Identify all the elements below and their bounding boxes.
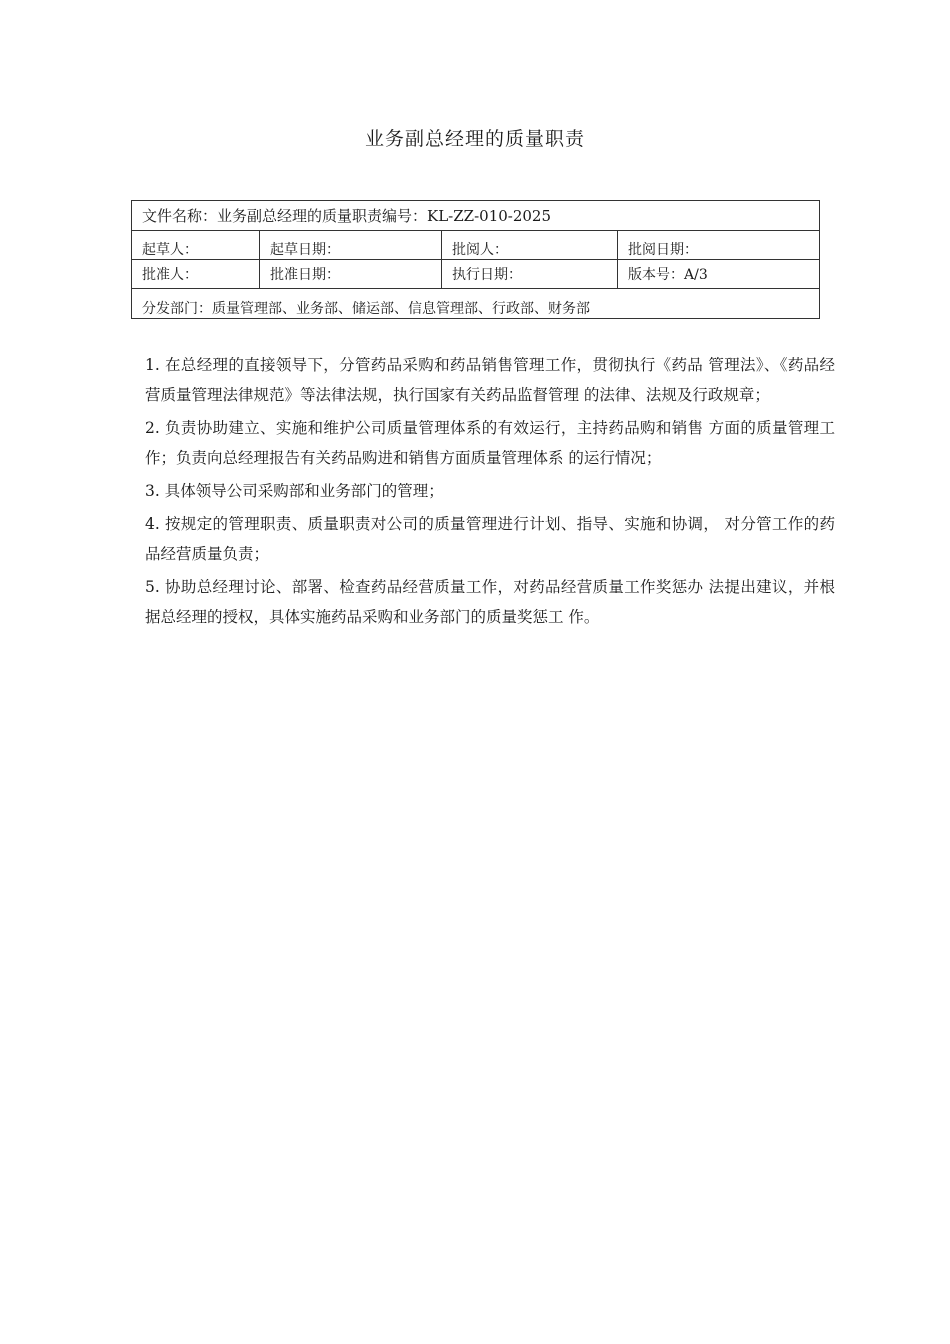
list-item: 3. 具体领导公司采购部和业务部门的管理； xyxy=(145,482,444,500)
list-item: 2. 负责协助建立、实施和维护公司质量管理体系的有效运行，主持药品购和销售 方面的质量管理工作；负责向总经理报告有关药品购进和销售方面质量管理体系 的运行情况； xyxy=(145,419,835,467)
approver-cell: 批准人： xyxy=(132,260,260,289)
responsibilities-list xyxy=(145,350,835,635)
list-item: 1. 在总经理的直接领导下，分管药品采购和药品销售管理工作，贯彻执行《药品 管理法》、《药品经营质量管理法律规范》等法律法规，执行国家有关药品监督管理 的法律、法规及行政规章； xyxy=(145,356,835,404)
distribution-cell: 分发部门：质量管理部、业务部、储运部、信息管理部、行政部、财务部 xyxy=(132,289,820,319)
drafter-cell: 起草人： xyxy=(132,231,260,260)
list-item: 5. 协助总经理讨论、部署、检查药品经营质量工作，对药品经营质量工作奖惩办 法提出建议，并根据总经理的授权，具体实施药品采购和业务部门的质量奖惩工 作。 xyxy=(145,578,835,626)
version-cell: 版本号：A/3 xyxy=(618,260,820,289)
table-row-draft xyxy=(132,231,820,260)
table-row-distribution xyxy=(132,289,820,319)
page-title: 业务副总经理的质量职责 xyxy=(364,128,585,150)
reviewer-cell: 批阅人： xyxy=(442,231,618,260)
table-row-file-name xyxy=(132,201,820,231)
approve-date-cell: 批准日期： xyxy=(260,260,442,289)
list-item: 4. 按规定的管理职责、质量职责对公司的质量管理进行计划、指导、实施和协调， 对分管工作的药品经营质量负责； xyxy=(145,515,835,563)
review-date-cell: 批阅日期： xyxy=(618,231,820,260)
file-name-cell: 文件名称：业务副总经理的质量职责编号：KL-ZZ-010-2025 xyxy=(132,201,820,231)
table-row-approve xyxy=(132,260,820,289)
effective-date-cell: 执行日期： xyxy=(442,260,618,289)
document-info-table xyxy=(131,200,820,319)
draft-date-cell: 起草日期： xyxy=(260,231,442,260)
